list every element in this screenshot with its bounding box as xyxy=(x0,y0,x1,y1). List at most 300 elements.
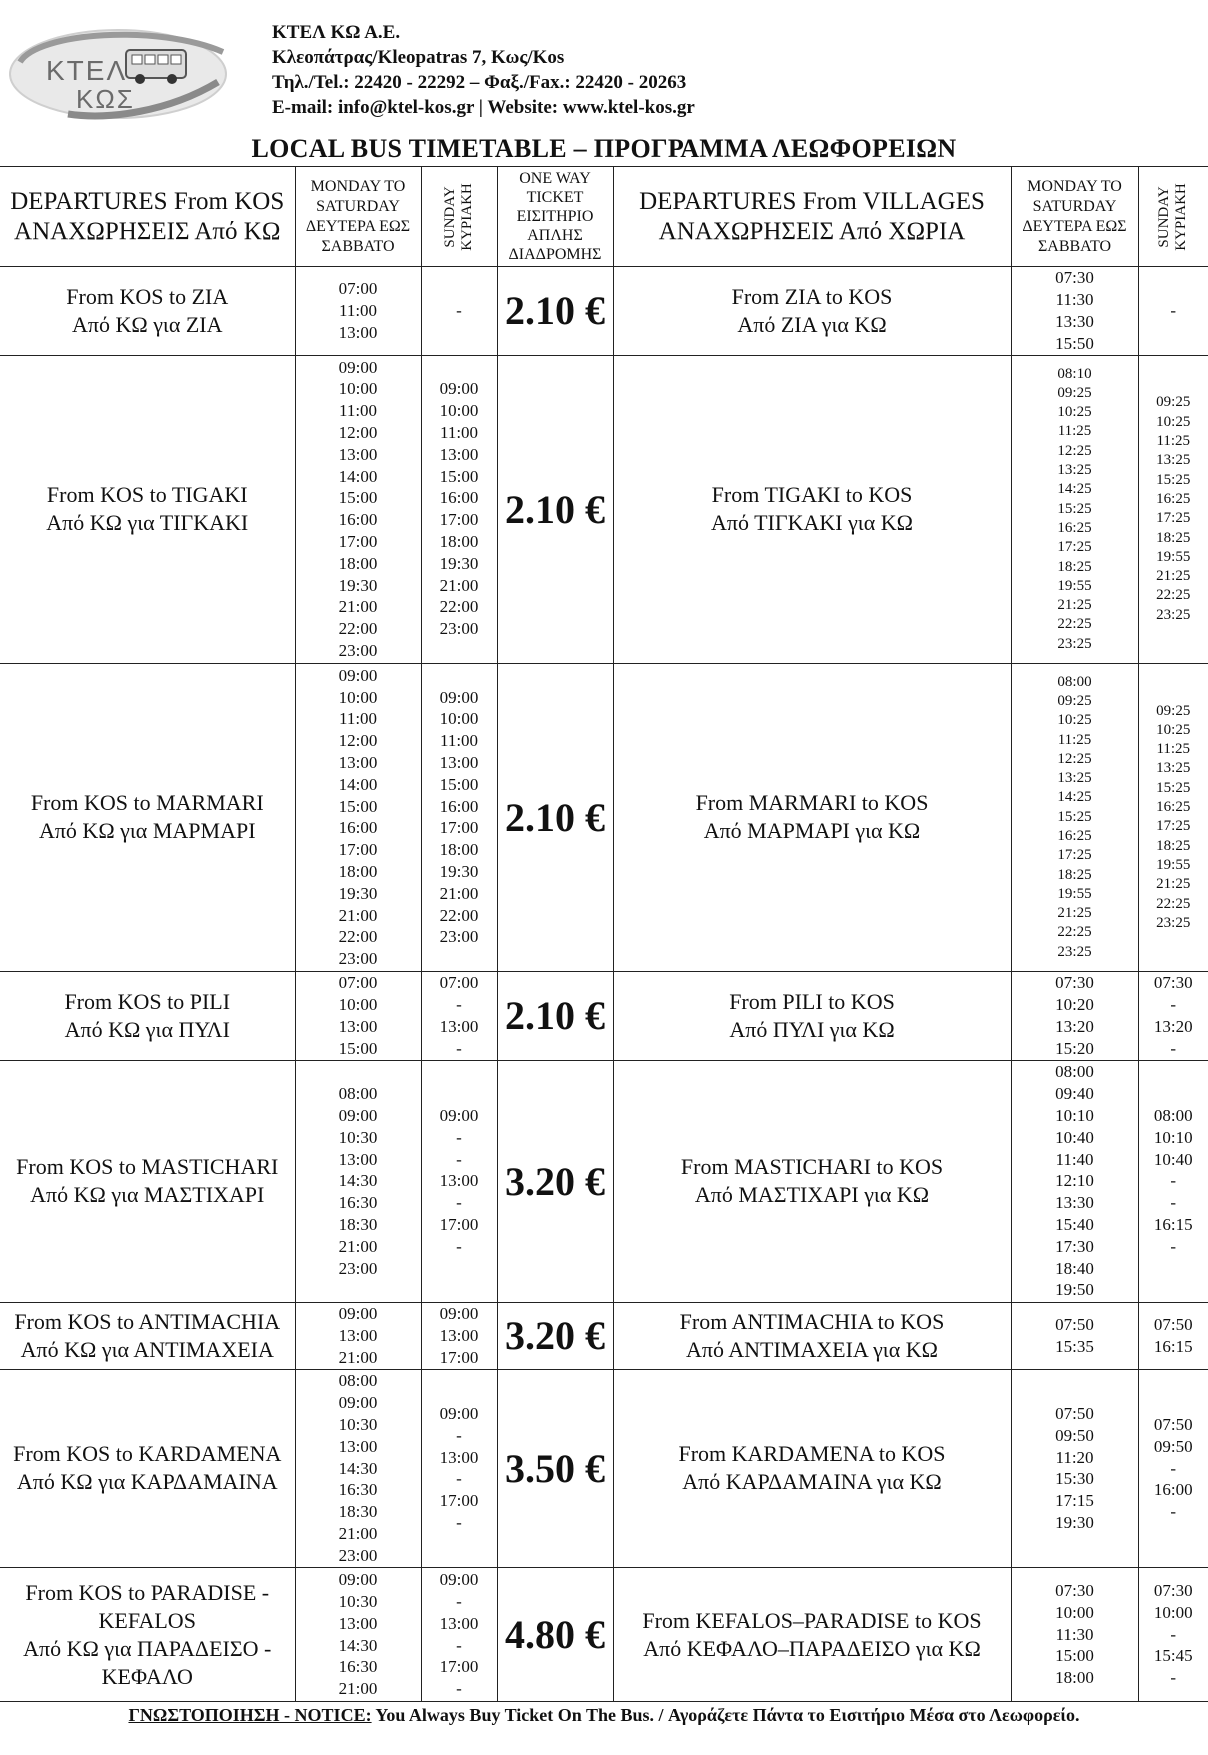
kos-sunday-times xyxy=(421,1060,497,1302)
departure-time: 07:50 xyxy=(1055,1315,1094,1334)
departure-time: 13:20 xyxy=(1153,1016,1193,1036)
departure-time: 07:00 xyxy=(338,279,378,299)
ticket-fare: 2.10 € xyxy=(497,355,613,663)
route-label-line: Από ΚΕΦΑΛΟ–ΠΑΡΑΔΕΙΣΟ για ΚΩ xyxy=(643,1635,981,1661)
departure-time: 09:50 xyxy=(1055,1425,1094,1445)
route-row xyxy=(0,267,1208,356)
departure-time: 23:25 xyxy=(1156,914,1191,931)
ticket-fare: 3.20 € xyxy=(497,1302,613,1369)
route-from-kos xyxy=(0,663,295,971)
departure-time: 11:00 xyxy=(338,300,378,320)
departure-time: 19:50 xyxy=(1055,1280,1094,1300)
village-weekday-times xyxy=(1011,663,1138,971)
kos-weekday-times xyxy=(295,1302,421,1369)
departure-time: 10:30 xyxy=(338,1591,378,1611)
route-label-line: Από ΜΑΡΜΑΡΙ για ΚΩ xyxy=(703,818,921,844)
departure-time: 15:00 xyxy=(338,796,378,816)
route-to-kos xyxy=(613,663,1011,971)
village-sunday-times xyxy=(1138,1060,1208,1302)
departure-time: 17:00 xyxy=(439,1491,479,1511)
ticket-fare: 2.10 € xyxy=(497,663,613,971)
departure-time: 22:25 xyxy=(1156,895,1191,912)
kos-weekday-times xyxy=(295,1568,421,1702)
departure-time: 09:25 xyxy=(1057,692,1092,709)
company-name: ΚΤΕΛ ΚΩ Α.Ε. xyxy=(272,22,401,43)
departure-time: 09:50 xyxy=(1153,1436,1193,1456)
departure-time: 13:00 xyxy=(338,1149,378,1169)
departure-time: 17:00 xyxy=(338,532,378,552)
route-to-kos xyxy=(613,267,1011,356)
route-row xyxy=(0,663,1208,971)
departure-time: 11:00 xyxy=(439,423,479,443)
departure-time: - xyxy=(1170,300,1177,320)
notice-text: You Always Buy Ticket On The Bus. / Αγοράζετε Πάντα το Εισιτήριο Μέσα στο Λεωφορείο. xyxy=(371,1705,1080,1725)
departure-time: 10:00 xyxy=(1153,1602,1193,1622)
route-from-kos xyxy=(0,267,295,356)
departure-time: 11:25 xyxy=(1057,731,1092,748)
departure-time: 17:25 xyxy=(1156,818,1191,835)
departure-time: 09:25 xyxy=(1156,394,1191,411)
departure-time: 09:00 xyxy=(439,687,479,707)
departure-time: 22:00 xyxy=(439,597,479,617)
departure-time: 14:30 xyxy=(338,1458,378,1478)
departure-time: 13:25 xyxy=(1057,462,1092,479)
departure-time: 23:00 xyxy=(439,619,479,639)
departure-time: 09:00 xyxy=(338,1393,378,1413)
departure-time: - xyxy=(456,1635,462,1655)
company-phone: Τηλ./Tel.: 22420 - 22292 – Φαξ./Fax.: 22420 - 20263 xyxy=(272,72,687,93)
route-label-line: Από ΖΙΑ για ΚΩ xyxy=(737,311,887,337)
route-from-kos xyxy=(0,1369,295,1567)
route-label-line: Από ΚΩ για ΜΑΣΤΙΧΑΡΙ xyxy=(30,1182,265,1208)
departure-time: 15:30 xyxy=(1055,1469,1094,1489)
departure-time: 22:00 xyxy=(439,905,479,925)
departure-time: 13:00 xyxy=(439,1613,479,1633)
departure-time: 07:50 xyxy=(1153,1315,1193,1334)
route-label-line: Από ΚΩ για ΖΙΑ xyxy=(71,311,223,337)
departure-time: - xyxy=(456,300,462,320)
departure-time: - xyxy=(456,1193,462,1213)
route-label-line: ΚΕΦΑΛΟ xyxy=(101,1663,193,1689)
departure-time: 14:30 xyxy=(338,1171,378,1191)
departure-time: 10:30 xyxy=(338,1127,378,1147)
route-label-line: From KOS to PILI xyxy=(64,988,231,1014)
departure-time: 21:00 xyxy=(338,905,378,925)
departure-time: 15:45 xyxy=(1153,1646,1193,1666)
departure-time: 14:00 xyxy=(338,466,378,486)
departure-time: 19:55 xyxy=(1057,885,1092,902)
departure-time: 18:25 xyxy=(1057,866,1092,883)
departure-time: - xyxy=(1170,1458,1177,1478)
departure-time: 19:30 xyxy=(439,861,479,881)
departure-time: 15:50 xyxy=(1055,333,1094,353)
departure-time: 18:30 xyxy=(338,1214,378,1234)
departure-time: 16:30 xyxy=(338,1193,378,1213)
departure-time: 17:00 xyxy=(439,1657,479,1677)
route-label-line: Από ΚΩ για ΚΑΡΔΑΜΑΙΝΑ xyxy=(16,1469,278,1495)
departure-time: 10:00 xyxy=(338,379,378,399)
departure-time: 16:00 xyxy=(439,488,479,508)
departure-time: 13:00 xyxy=(338,1613,378,1633)
notice-label: ΓΝΩΣΤΟΠΟΙΗΣΗ - NOTICE: xyxy=(128,1705,372,1725)
route-label-line: From KOS to KARDAMENA xyxy=(13,1441,282,1467)
village-sunday-times xyxy=(1138,267,1208,356)
village-sunday-times xyxy=(1138,663,1208,971)
departure-time: 18:40 xyxy=(1055,1258,1094,1278)
village-sunday-times xyxy=(1138,971,1208,1060)
departure-time: 18:00 xyxy=(338,861,378,881)
departure-time: 19:30 xyxy=(1055,1513,1094,1532)
departure-time: 22:00 xyxy=(338,619,378,639)
route-label-line: From ZIA to KOS xyxy=(731,283,893,309)
route-label-line: Από ΚΩ για ΑΝΤΙΜΑΧΕΙΑ xyxy=(20,1336,274,1362)
route-row xyxy=(0,1060,1208,1302)
kos-weekday-times xyxy=(295,663,421,971)
kos-sunday-times xyxy=(421,355,497,663)
kos-sunday-times xyxy=(421,267,497,356)
page-title: LOCAL BUS TIMETABLE – ΠΡΟΓΡΑΜΜΑ ΛΕΩΦΟΡΕΙΩΝ xyxy=(251,134,957,163)
departure-time: 18:00 xyxy=(1055,1668,1094,1688)
village-weekday-times xyxy=(1011,1302,1138,1369)
route-label-line: KEFALOS xyxy=(98,1607,196,1633)
departure-time: 17:15 xyxy=(1055,1491,1094,1511)
departure-time: 22:00 xyxy=(338,927,378,947)
route-label-line: From KARDAMENA to KOS xyxy=(678,1441,946,1467)
company-info xyxy=(272,20,695,120)
departure-time: 18:25 xyxy=(1156,529,1191,546)
departure-time: 07:00 xyxy=(439,973,479,993)
departure-time: 21:25 xyxy=(1156,876,1191,893)
departure-time: 10:10 xyxy=(1055,1105,1094,1125)
timetable xyxy=(0,166,1208,1702)
departure-time: 07:30 xyxy=(1153,1581,1193,1601)
departure-time: 08:00 xyxy=(338,1371,378,1391)
departure-time: 07:50 xyxy=(1055,1404,1094,1424)
route-label-line: From KOS to ANTIMACHIA xyxy=(14,1308,281,1334)
village-sunday-times xyxy=(1138,1302,1208,1369)
departure-time: 09:00 xyxy=(338,665,378,685)
departure-time: 09:25 xyxy=(1156,702,1191,719)
departure-time: 17:00 xyxy=(439,1214,479,1234)
departure-time: 14:25 xyxy=(1057,481,1092,498)
route-label-line: From MASTICHARI to KOS xyxy=(680,1154,944,1180)
departure-time: 16:30 xyxy=(338,1480,378,1500)
departure-time: - xyxy=(456,994,462,1014)
departure-time: 16:00 xyxy=(338,818,378,838)
departure-time: 18:00 xyxy=(439,532,479,552)
departure-time: 09:00 xyxy=(338,1304,378,1324)
departure-time: 21:25 xyxy=(1057,597,1092,614)
route-label-line: From ANTIMACHIA to KOS xyxy=(679,1308,945,1334)
departure-time: 17:25 xyxy=(1057,847,1092,864)
departure-time: 08:00 xyxy=(338,1084,378,1104)
route-label-line: From KEFALOS–PARADISE to KOS xyxy=(642,1607,982,1633)
departure-time: 21:00 xyxy=(338,597,378,617)
departure-time: - xyxy=(1170,1193,1177,1213)
departure-time: 17:00 xyxy=(439,1347,479,1367)
departure-time: 18:30 xyxy=(338,1502,378,1522)
departure-time: 07:30 xyxy=(1055,268,1094,288)
route-label-line: Από ΜΑΣΤΙΧΑΡΙ για ΚΩ xyxy=(694,1182,930,1208)
departure-time: 13:00 xyxy=(439,1171,479,1191)
departure-time: 21:00 xyxy=(439,575,479,595)
route-label-line: Από ΑΝΤΙΜΑΧΕΙΑ για ΚΩ xyxy=(685,1336,938,1362)
departure-time: 21:25 xyxy=(1057,905,1092,922)
route-label-line: From KOS to MASTICHARI xyxy=(16,1154,279,1180)
departure-time: 13:30 xyxy=(1055,311,1094,331)
village-sunday-times xyxy=(1138,355,1208,663)
departure-time: 10:25 xyxy=(1057,404,1092,421)
departure-time: 10:10 xyxy=(1153,1127,1193,1147)
departure-time: - xyxy=(1170,1236,1177,1256)
departure-time: 15:00 xyxy=(338,488,378,508)
departure-time: 15:40 xyxy=(1055,1214,1094,1234)
departure-time: - xyxy=(1170,1502,1177,1522)
route-to-kos xyxy=(613,1369,1011,1567)
departure-time: 10:40 xyxy=(1055,1127,1094,1147)
kos-sunday-times xyxy=(421,1568,497,1702)
departure-time: 15:25 xyxy=(1156,471,1191,488)
departure-time: - xyxy=(1170,1624,1177,1644)
departure-time: 14:00 xyxy=(338,774,378,794)
departure-time: 10:40 xyxy=(1153,1149,1193,1169)
departure-time: 11:25 xyxy=(1057,423,1092,440)
notice xyxy=(0,1705,1208,1726)
route-label-line: Από ΠΥΛΙ για ΚΩ xyxy=(729,1016,895,1042)
departure-time: 21:00 xyxy=(338,1236,378,1256)
company-address: Κλεοπάτρας/Kleopatras 7, Κως/Kos xyxy=(272,47,565,68)
village-weekday-times xyxy=(1011,1369,1138,1567)
header-departures-villages: DEPARTURES From VILLAGES ΑΝΑΧΩΡΗΣΕΙΣ Από ΧΩΡΙΑ xyxy=(613,167,1011,267)
route-from-kos xyxy=(0,1568,295,1702)
route-label-line: Από ΚΩ για ΠΥΛΙ xyxy=(64,1016,230,1042)
departure-time: 11:00 xyxy=(338,401,378,421)
ticket-fare: 4.80 € xyxy=(497,1568,613,1702)
kos-sunday-times xyxy=(421,1369,497,1567)
departure-time: 19:55 xyxy=(1057,577,1092,594)
kos-weekday-times xyxy=(295,1369,421,1567)
departure-time: 23:00 xyxy=(338,1545,378,1565)
header-row xyxy=(0,167,1208,267)
departure-time: 21:00 xyxy=(439,883,479,903)
departure-time: 13:00 xyxy=(338,752,378,772)
ticket-fare: 3.20 € xyxy=(497,1060,613,1302)
departure-time: 10:00 xyxy=(439,401,479,421)
village-weekday-times xyxy=(1011,1060,1138,1302)
departure-time: 13:00 xyxy=(439,444,479,464)
departure-time: 07:30 xyxy=(1055,973,1094,993)
departure-time: - xyxy=(1170,994,1177,1014)
departure-time: - xyxy=(456,1425,462,1445)
route-label-line: Από ΚΩ για ΤΙΓΚΑΚΙ xyxy=(46,510,249,536)
departure-time: 09:00 xyxy=(439,1304,479,1324)
route-row xyxy=(0,1302,1208,1369)
departure-time: 16:25 xyxy=(1057,519,1092,536)
route-row xyxy=(0,1568,1208,1702)
logo-text-top: ΚΤΕΛ xyxy=(46,55,128,86)
header-village-sunday: SUNDAY ΚΥΡΙΑΚΗ xyxy=(1138,167,1208,267)
departure-time: 17:00 xyxy=(439,818,479,838)
departure-time: 11:30 xyxy=(1055,1624,1094,1644)
departure-time: 11:40 xyxy=(1055,1149,1094,1169)
route-to-kos xyxy=(613,1060,1011,1302)
header-kos-monday-saturday: MONDAY TO SATURDAY ΔΕΥΤΕΡΑ ΕΩΣ ΣΑΒΒΑΤΟ xyxy=(295,167,421,267)
route-from-kos xyxy=(0,355,295,663)
departure-time: 14:25 xyxy=(1057,789,1092,806)
departure-time: 15:00 xyxy=(439,466,479,486)
departure-time: 10:25 xyxy=(1156,721,1191,738)
departure-time: - xyxy=(456,1513,462,1532)
departure-time: 10:25 xyxy=(1156,413,1191,430)
departure-time: 11:30 xyxy=(1055,290,1094,310)
route-label-line: From PILI to KOS xyxy=(729,988,895,1014)
departure-time: 17:00 xyxy=(338,840,378,860)
header-kos-sunday: SUNDAY ΚΥΡΙΑΚΗ xyxy=(421,167,497,267)
ktel-kos-logo xyxy=(8,22,233,122)
departure-time: 09:00 xyxy=(338,357,378,377)
route-label-line: From TIGAKI to KOS xyxy=(711,482,913,508)
route-to-kos xyxy=(613,355,1011,663)
departure-time: 09:40 xyxy=(1055,1084,1094,1104)
village-sunday-times xyxy=(1138,1568,1208,1702)
header-village-monday-saturday: MONDAY TO SATURDAY ΔΕΥΤΕΡΑ ΕΩΣ ΣΑΒΒΑΤΟ xyxy=(1011,167,1138,267)
departure-time: 13:30 xyxy=(1055,1193,1094,1213)
route-label-line: From KOS to PARADISE - xyxy=(25,1579,270,1605)
departure-time: 09:00 xyxy=(439,1404,479,1424)
departure-time: 09:00 xyxy=(338,1105,378,1125)
departure-time: 12:25 xyxy=(1057,750,1092,767)
departure-time: 07:00 xyxy=(338,973,378,993)
village-weekday-times xyxy=(1011,1568,1138,1702)
departure-time: 21:00 xyxy=(338,1523,378,1543)
departure-time: - xyxy=(1170,1171,1177,1191)
departure-time: 13:25 xyxy=(1156,760,1191,777)
departure-time: 17:25 xyxy=(1156,510,1191,527)
departure-time: 15:35 xyxy=(1055,1336,1094,1356)
departure-time: - xyxy=(456,1038,462,1058)
departure-time: 13:00 xyxy=(439,1325,479,1345)
route-row xyxy=(0,971,1208,1060)
header-ticket: ONE WAY TICKET ΕΙΣΙΤΗΡΙΟ ΑΠΛΗΣ ΔΙΑΔΡΟΜΗΣ xyxy=(497,167,613,267)
route-label-line: From KOS to ZIA xyxy=(66,283,229,309)
ticket-fare: 2.10 € xyxy=(497,971,613,1060)
kos-weekday-times xyxy=(295,267,421,356)
departure-time: 09:25 xyxy=(1057,384,1092,401)
route-label-line: From MARMARI to KOS xyxy=(695,790,929,816)
departure-time: 23:00 xyxy=(439,927,479,947)
departure-time: - xyxy=(1170,1038,1177,1058)
kos-weekday-times xyxy=(295,1060,421,1302)
departure-time: 10:30 xyxy=(338,1414,378,1434)
departure-time: 11:00 xyxy=(439,731,479,751)
departure-time: 16:25 xyxy=(1156,799,1191,816)
departure-time: 07:30 xyxy=(1055,1581,1094,1601)
departure-time: 22:25 xyxy=(1057,616,1092,633)
route-label-line: Από ΚΩ για ΠΑΡΑΔΕΙΣΟ - xyxy=(23,1635,272,1661)
departure-time: 21:25 xyxy=(1156,568,1191,585)
kos-sunday-times xyxy=(421,663,497,971)
departure-time: 23:00 xyxy=(338,1258,378,1278)
departure-time: 16:30 xyxy=(338,1657,378,1677)
departure-time: - xyxy=(456,1149,462,1169)
departure-time: - xyxy=(456,1127,462,1147)
departure-time: - xyxy=(456,1679,462,1699)
departure-time: 10:00 xyxy=(439,709,479,729)
departure-time: 12:25 xyxy=(1057,442,1092,459)
departure-time: 13:00 xyxy=(338,444,378,464)
departure-time: 13:00 xyxy=(439,1447,479,1467)
departure-time: 13:00 xyxy=(338,1325,378,1345)
departure-time: 19:55 xyxy=(1156,548,1191,565)
departure-time: 13:00 xyxy=(338,1016,378,1036)
route-label-line: Από ΤΙΓΚΑΚΙ για ΚΩ xyxy=(711,510,913,536)
departure-time: 07:30 xyxy=(1153,973,1193,993)
route-label-line: Από ΚΑΡΔΑΜΑΙΝΑ για ΚΩ xyxy=(682,1469,942,1495)
departure-time: 13:25 xyxy=(1057,770,1092,787)
route-to-kos xyxy=(613,971,1011,1060)
departure-time: 18:00 xyxy=(439,840,479,860)
departure-time: 15:00 xyxy=(439,774,479,794)
departure-time: - xyxy=(1170,1668,1177,1688)
departure-time: 15:25 xyxy=(1156,779,1191,796)
village-weekday-times xyxy=(1011,355,1138,663)
departure-time: 09:00 xyxy=(439,1570,479,1590)
departure-time: - xyxy=(456,1591,462,1611)
departure-time: 22:25 xyxy=(1057,924,1092,941)
header-departures-kos: DEPARTURES From KOS ΑΝΑΧΩΡΗΣΕΙΣ Από ΚΩ xyxy=(0,167,295,267)
departure-time: 23:25 xyxy=(1057,943,1092,960)
departure-time: 13:25 xyxy=(1156,452,1191,469)
departure-time: - xyxy=(456,1236,462,1256)
village-weekday-times xyxy=(1011,971,1138,1060)
route-to-kos xyxy=(613,1302,1011,1369)
route-row xyxy=(0,355,1208,663)
departure-time: 09:00 xyxy=(439,379,479,399)
departure-time: 21:00 xyxy=(338,1679,378,1699)
departure-time: 11:25 xyxy=(1156,433,1191,450)
departure-time: 13:20 xyxy=(1055,1016,1094,1036)
departure-time: 16:25 xyxy=(1057,828,1092,844)
departure-time: 08:00 xyxy=(1153,1105,1193,1125)
departure-time: 08:10 xyxy=(1057,365,1092,382)
departure-time: 16:15 xyxy=(1153,1214,1193,1234)
departure-time: 17:00 xyxy=(439,510,479,530)
departure-time: 23:00 xyxy=(338,949,378,969)
route-from-kos xyxy=(0,971,295,1060)
departure-time: 11:25 xyxy=(1156,741,1191,758)
departure-time: 23:00 xyxy=(338,641,378,661)
departure-time: 23:25 xyxy=(1156,606,1191,623)
route-label-line: Από ΚΩ για ΜΑΡΜΑΡΙ xyxy=(38,818,256,844)
departure-time: 19:30 xyxy=(439,553,479,573)
departure-time: 16:00 xyxy=(439,796,479,816)
departure-time: 13:00 xyxy=(338,322,378,342)
departure-time: 10:00 xyxy=(338,994,378,1014)
departure-time: 19:30 xyxy=(338,575,378,595)
kos-weekday-times xyxy=(295,355,421,663)
departure-time: 19:55 xyxy=(1156,856,1191,873)
departure-time: 08:00 xyxy=(1055,1062,1094,1082)
ticket-fare: 3.50 € xyxy=(497,1369,613,1567)
route-row xyxy=(0,1369,1208,1567)
company-email-website: E-mail: info@ktel-kos.gr | Website: www.ktel-kos.gr xyxy=(272,97,695,118)
departure-time: 10:00 xyxy=(338,687,378,707)
departure-time: 23:25 xyxy=(1057,635,1092,652)
departure-time: 18:25 xyxy=(1057,558,1092,575)
departure-time: 10:20 xyxy=(1055,994,1094,1014)
kos-weekday-times xyxy=(295,971,421,1060)
departure-time: 13:00 xyxy=(338,1436,378,1456)
